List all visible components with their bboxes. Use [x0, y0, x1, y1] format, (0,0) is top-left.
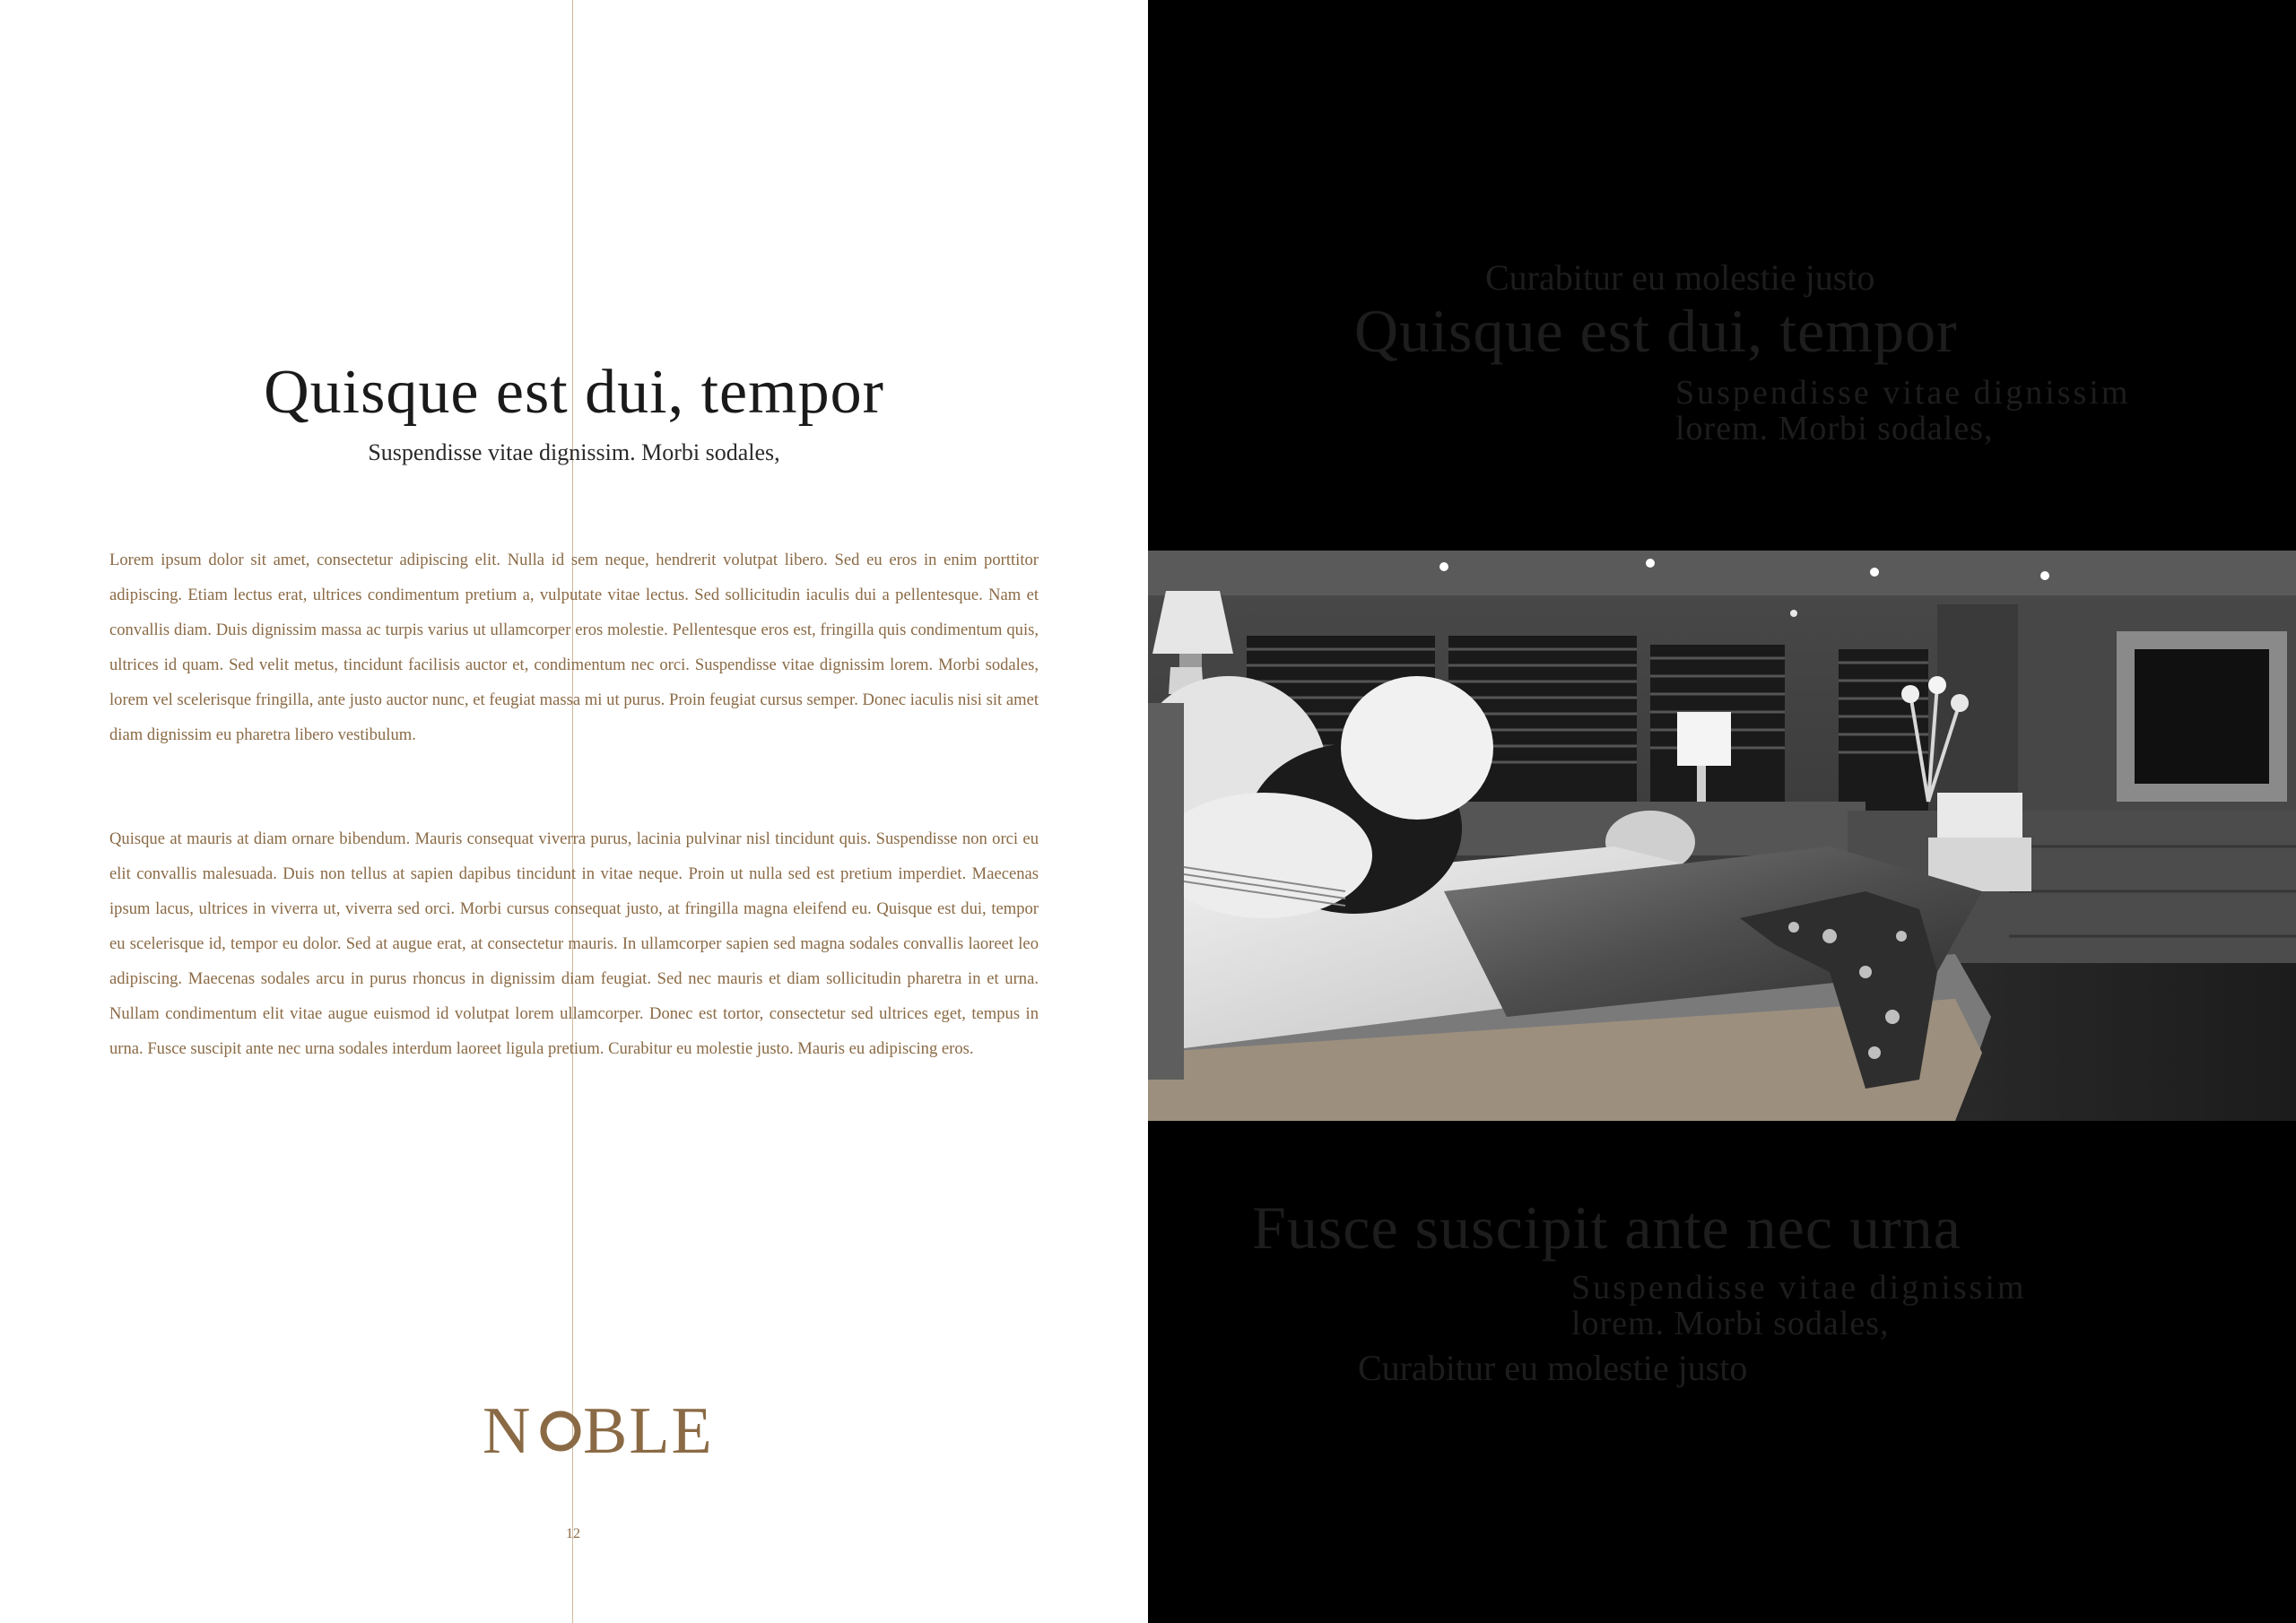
bottom-subtitle-line-1: Suspendisse vitae dignissim — [1571, 1269, 2027, 1306]
logo-letters-ble: BLE — [583, 1394, 714, 1463]
right-page — [1148, 0, 2296, 1623]
bedroom-photo-illustration — [1148, 551, 2296, 1121]
center-guide-line — [572, 0, 573, 1623]
logo-ring-icon — [544, 1414, 578, 1448]
body-paragraph-1: Lorem ipsum dolor sit amet, consectetur adipiscing elit. Nulla id sem neque, hendrerit volutpat libero. Sed eu eros in enim porttitor adipiscing. Etiam lectus erat, ultrices condimentum pretium a, vulputate vitae lectus. Sed sollicitudin iaculis dui a pellentesque. Nam et convallis diam. Duis dignissim massa ac turpis varius ut ullamcorper eros molestie. Pellentesque eros est, fringilla quis condimentum quis, ultrices id quam. Sed velit metus, tincidunt facilisis auctor et, condimentum nec orci. Suspendisse vitae dignissim lorem. Morbi sodales, lorem vel scelerisque fringilla, ante justo auctor nunc, et feugiat massa mi ut purus. Proin feugiat cursus semper. Donec iaculis nisi sit amet diam dignissim eu pharetra libero vestibulum. — [109, 551, 1039, 744]
top-kicker: Curabitur eu molestie justo — [1485, 257, 1875, 298]
page-number: 12 — [566, 1526, 580, 1541]
noble-logo — [483, 1392, 752, 1463]
bottom-kicker: Curabitur eu molestie justo — [1358, 1348, 1748, 1388]
page-subtitle: Suspendisse vitae dignissim. Morbi sodales, — [368, 439, 780, 465]
top-subtitle-line-1: Suspendisse vitae dignissim — [1675, 374, 2131, 412]
bottom-subtitle-line-2: lorem. Morbi sodales, — [1571, 1305, 1890, 1342]
top-title: Quisque est dui, tempor — [1354, 297, 1958, 365]
page-title: Quisque est dui, tempor — [264, 358, 884, 427]
top-subtitle-line-2: lorem. Morbi sodales, — [1675, 410, 1994, 447]
logo-letter-n: N — [483, 1394, 533, 1463]
bottom-title: Fusce suscipit ante nec urna — [1252, 1193, 1961, 1262]
body-paragraph-2: Quisque at mauris at diam ornare bibendum. Mauris consequat viverra purus, lacinia pulvinar nisl tincidunt quis. Suspendisse non orci eu elit convallis malesuada. Duis non tellus at sapien dapibus tincidunt in vitae neque. Proin ut nulla sed est pretium imperdiet. Maecenas ipsum lacus, ultrices in viverra ut, viverra sed orci. Morbi cursus consequat justo, at fringilla magna eleifend eu. Quisque est dui, tempor eu scelerisque id, tempor eu dolor. Sed at augue erat, at consectetur mauris. In ullamcorper sapien sed magna sodales convallis laoreet leo adipiscing. Maecenas sodales arcu in purus rhoncus in dignissim diam feugiat. Sed nec mauris et diam sollicitudin pharetra in et urna. Nullam condimentum elit vitae augue euismod id volutpat lorem ullamcorper. Donec est tortor, consectetur sed ultrices eget, tempus in urna. Fusce suscipit ante nec urna sodales interdum laoreet ligula pretium. Curabitur eu molestie justo. Mauris eu adipiscing eros. — [109, 829, 1039, 1058]
noble-logo-mark — [483, 1392, 752, 1463]
bedroom-photo — [1148, 551, 2296, 1121]
